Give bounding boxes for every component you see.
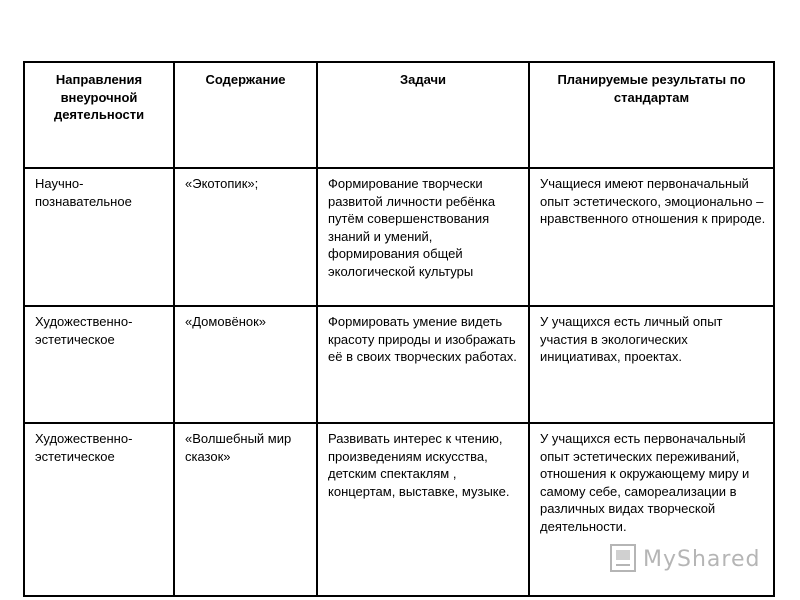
cell-results: У учащихся есть личный опыт участия в экологических инициативах, проектах. <box>529 306 774 423</box>
table-header-row <box>24 62 774 168</box>
watermark-text: MyShared <box>643 547 761 572</box>
cell-results: Учащиеся имеют первоначальный опыт эстетического, эмоционально – нравственного отношения к природе. <box>529 168 774 306</box>
cell-direction: Художественно-эстетическое <box>24 306 174 423</box>
cell-direction: Художественно-эстетическое <box>24 423 174 596</box>
cell-content: «Волшебный мир сказок» <box>174 423 317 596</box>
cell-tasks: Формирование творчески развитой личности ребёнка путём совершенствования знаний и умений, формирования общей экологической культуры <box>317 168 529 306</box>
header-results: Планируемые результаты по стандартам <box>529 62 774 168</box>
cell-content: «Экотопик»; <box>174 168 317 306</box>
cell-direction: Научно-познавательное <box>24 168 174 306</box>
table-row <box>24 423 774 596</box>
header-direction: Направления внеурочной деятельности <box>24 62 174 168</box>
cell-tasks: Развивать интерес к чтению, произведениям искусства, детским спектаклям , концертам, выставке, музыке. <box>317 423 529 596</box>
header-tasks: Задачи <box>317 62 529 168</box>
cell-content: «Домовёнок» <box>174 306 317 423</box>
cell-results: У учащихся есть первоначальный опыт эстетических переживаний, отношения к окружающему миру и самому себе, самореализации в различных видах творческой деятельности. <box>529 423 774 596</box>
table-row <box>24 168 774 306</box>
activities-table <box>23 61 775 597</box>
cell-tasks: Формировать умение видеть красоту природы и изображать её в своих творческих работах. <box>317 306 529 423</box>
table-row <box>24 306 774 423</box>
header-content: Содержание <box>174 62 317 168</box>
